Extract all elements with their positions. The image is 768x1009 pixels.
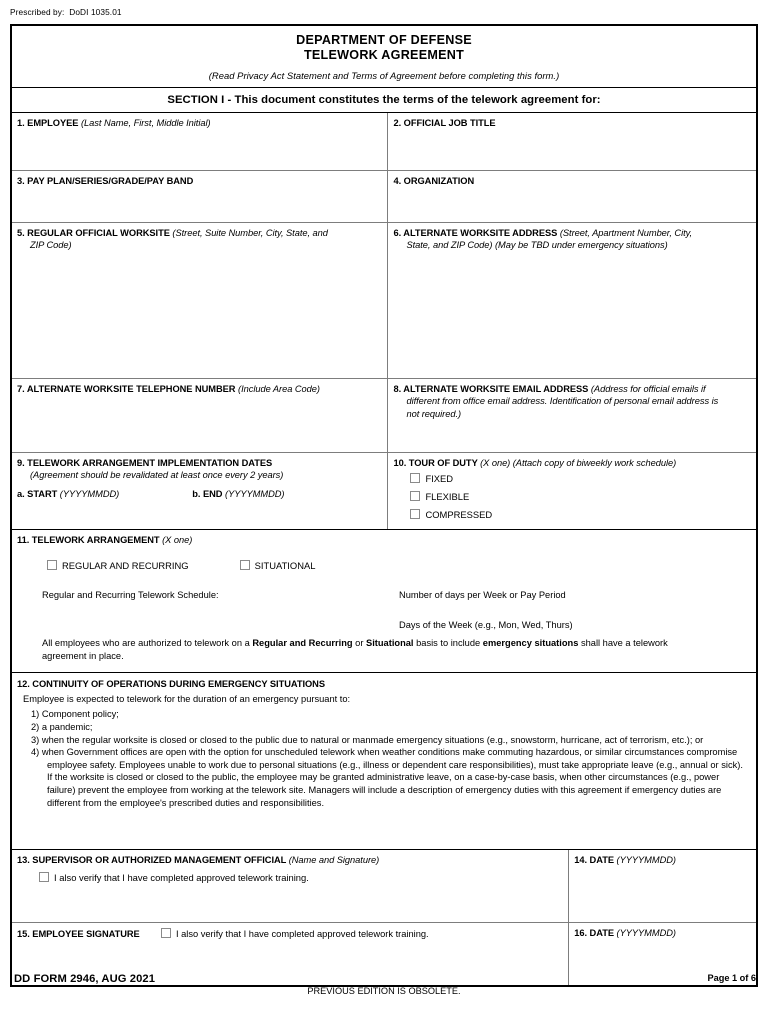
field-4-organization[interactable] (388, 171, 756, 222)
row-dates-tourofduty (12, 453, 756, 530)
field-10-option-compressed-label: COMPRESSED (425, 509, 493, 521)
checkbox-regular-recurring-icon[interactable] (47, 560, 57, 570)
field-11-label: 11. TELEWORK ARRANGEMENT (17, 535, 160, 545)
field-15-verify-label: I also verify that I have completed approved telework training. (175, 929, 429, 939)
field-10-hint: (X one) (Attach copy of biweekly work schedule) (480, 458, 677, 468)
field-14-hint: (YYYYMMDD) (616, 855, 676, 865)
section-1-banner: SECTION I - This document constitutes the terms of the telework agreement for: (12, 88, 756, 113)
field-6-hint-2: State, and ZIP Code) (May be TBD under emergency situations) (406, 240, 668, 251)
field-12-item-1: 1) Component policy; (31, 709, 119, 720)
footer-form-id: DD FORM 2946, AUG 2021 (14, 973, 156, 985)
field-4-label: 4. ORGANIZATION (393, 176, 475, 186)
field-8-hint: (Address for official emails if (590, 384, 706, 394)
form-footer (10, 973, 758, 1001)
row-employee-jobtitle (12, 113, 756, 171)
field-3-label: 3. PAY PLAN/SERIES/GRADE/PAY BAND (17, 176, 194, 186)
field-15-label: 15. EMPLOYEE SIGNATURE (17, 929, 140, 939)
field-10-option-flexible[interactable] (410, 488, 751, 506)
field-9b-end-label: b. END (192, 488, 223, 499)
field-8-alt-email[interactable] (388, 379, 756, 452)
field-11-days-per-week[interactable]: Number of days per Week or Pay Period (399, 590, 566, 601)
form-title-block (12, 26, 756, 88)
field-8-label: 8. ALTERNATE WORKSITE EMAIL ADDRESS (393, 384, 589, 394)
field-11-note-h: agreement in place. (42, 651, 124, 661)
field-1-hint: (Last Name, First, Middle Initial) (81, 118, 211, 128)
checkbox-situational-icon[interactable] (240, 560, 250, 570)
title-line-2: TELEWORK AGREEMENT (303, 48, 465, 62)
field-6-alternate-worksite[interactable] (388, 223, 756, 378)
field-11-note-d: Situational (366, 638, 414, 649)
row-supervisor-date (12, 850, 756, 923)
field-7-label: 7. ALTERNATE WORKSITE TELEPHONE NUMBER (17, 384, 236, 394)
field-11-schedule-label: Regular and Recurring Telework Schedule: (42, 590, 219, 601)
field-12-item-4: 4) when Government offices are open with the option for unscheduled telework when weather conditions make commuting hazardous, or similar circumstances compromise employee safety. Employees unable to work due to personal situations (e.g., illness or dependent care responsibilities), must take appropriate leave (e.g., annual or sick). If the worksite is closed or closed to the public, the employee may be granted administrative leave, on a case-by-case basis, when other circumstances (e.g., power failure) prevent the employee from working at the telework site. Managers will include a description of emergency duties with this agreement if emergency duties are different from the employee's prescribed duties and responsibilities. (31, 747, 743, 808)
field-9b-end-hint: (YYYYMMDD) (225, 488, 285, 499)
field-13-hint: (Name and Signature) (288, 855, 380, 865)
field-12-continuity-of-operations (12, 673, 756, 850)
field-10-option-compressed[interactable] (410, 506, 751, 524)
field-1-employee[interactable] (12, 113, 388, 170)
field-2-label: 2. OFFICIAL JOB TITLE (393, 118, 496, 128)
field-6-label: 6. ALTERNATE WORKSITE ADDRESS (393, 228, 558, 238)
field-10-tour-of-duty[interactable] (388, 453, 756, 529)
field-11-option-regular-label: REGULAR AND RECURRING (62, 560, 189, 572)
field-12-list (17, 708, 751, 809)
field-13-label: 13. SUPERVISOR OR AUTHORIZED MANAGEMENT OFFICIAL (17, 855, 287, 865)
field-12-item-2: 2) a pandemic; (31, 722, 93, 732)
field-11-days-of-week[interactable]: Days of the Week (e.g., Mon, Wed, Thurs) (399, 620, 573, 631)
field-11-telework-arrangement (12, 530, 756, 673)
field-14-date[interactable] (569, 850, 756, 922)
checkbox-flexible-icon[interactable] (410, 491, 420, 501)
field-11-note (17, 637, 751, 662)
field-8-hint-3: not required.) (406, 408, 462, 419)
field-9-hint: (Agreement should be revalidated at least once every 2 years) (30, 470, 284, 481)
field-9a-start-label: a. START (17, 488, 58, 499)
row-worksites (12, 223, 756, 379)
field-16-hint: (YYYYMMDD) (616, 928, 676, 938)
field-11-note-f: emergency situations (482, 638, 579, 649)
checkbox-fixed-icon[interactable] (410, 473, 420, 483)
field-3-pay-plan[interactable] (12, 171, 388, 222)
field-11-note-a: All employees who are authorized to telework on a (42, 638, 253, 649)
field-7-alt-phone[interactable] (12, 379, 388, 452)
field-11-note-g: shall have a telework (578, 638, 668, 649)
field-5-regular-worksite[interactable] (12, 223, 388, 378)
checkbox-compressed-icon[interactable] (410, 509, 420, 519)
footer-page-number: Page 1 of 6 (707, 973, 756, 983)
field-13-training-verify[interactable] (17, 869, 563, 887)
field-10-option-flexible-label: FLEXIBLE (425, 491, 470, 503)
checkbox-employee-training-icon[interactable] (161, 928, 171, 938)
form-subtitle: (Read Privacy Act Statement and Terms of Agreement before completing this form.) (208, 70, 560, 81)
field-5-hint-2: ZIP Code) (30, 240, 72, 251)
field-6-hint: (Street, Apartment Number, City, (559, 228, 693, 238)
field-11-option-situational-label: SITUATIONAL (254, 560, 316, 572)
footer-obsolete-note: PREVIOUS EDITION IS OBSOLETE. (307, 986, 461, 996)
field-12-item-3: 3) when the regular worksite is closed or closed to the public due to natural or manmade emergency situations (e.g., snowstorm, hurricane, act of terrorism, etc.); or (31, 734, 704, 745)
field-14-label: 14. DATE (574, 855, 614, 865)
field-10-label: 10. TOUR OF DUTY (393, 458, 478, 468)
field-5-hint: (Street, Suite Number, City, State, and (172, 228, 328, 238)
prescribed-by-text: Prescribed by: DoDI 1035.01 (10, 7, 122, 17)
field-5-label: 5. REGULAR OFFICIAL WORKSITE (17, 228, 170, 238)
field-11-note-c: or (352, 638, 366, 649)
field-13-supervisor-signature[interactable] (12, 850, 569, 922)
field-12-label: 12. CONTINUITY OF OPERATIONS DURING EMERGENCY SITUATIONS (17, 679, 325, 689)
field-10-option-fixed-label: FIXED (425, 473, 454, 485)
field-11-hint: (X one) (162, 535, 193, 545)
row-phone-email (12, 379, 756, 453)
title-line-1: DEPARTMENT OF DEFENSE (296, 33, 472, 47)
field-12-intro: Employee is expected to telework for the duration of an emergency pursuant to: (23, 694, 351, 705)
field-9a-start-hint: (YYYYMMDD) (59, 488, 120, 499)
field-16-label: 16. DATE (574, 928, 614, 938)
field-2-job-title[interactable] (388, 113, 756, 170)
field-10-option-fixed[interactable] (410, 470, 751, 488)
field-7-hint: (Include Area Code) (238, 384, 320, 394)
field-11-note-b: Regular and Recurring (252, 638, 353, 649)
field-1-label: 1. EMPLOYEE (17, 118, 79, 128)
checkbox-supervisor-training-icon[interactable] (39, 872, 49, 882)
field-11-option-regular[interactable] (47, 560, 191, 571)
field-11-option-situational[interactable] (240, 560, 316, 571)
field-11-note-e: basis to include (413, 638, 483, 649)
field-9-implementation-dates[interactable] (12, 453, 388, 529)
row-payplan-organization (12, 171, 756, 223)
field-9-label: 9. TELEWORK ARRANGEMENT IMPLEMENTATION DATES (17, 458, 273, 468)
field-13-verify-label: I also verify that I have completed approved telework training. (54, 872, 309, 884)
form-frame (10, 24, 758, 987)
field-8-hint-2: different from office email address. Identification of personal email address is (406, 396, 719, 407)
